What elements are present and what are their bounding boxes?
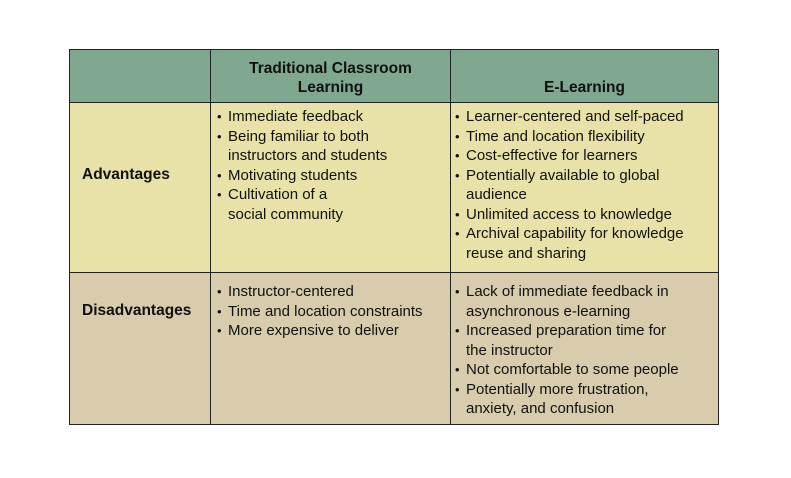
bullet-icon: • [217, 303, 222, 319]
list-item-line: Cultivation of a [228, 186, 328, 203]
list-item-line: Lack of immediate feedback in [466, 283, 669, 300]
bullet-icon: • [455, 128, 460, 144]
list-item-line: asynchronous e-learning [466, 302, 631, 320]
list-item [451, 380, 679, 419]
bullet-icon: • [455, 109, 460, 124]
list-item-line: Unlimited access to knowledge [466, 205, 672, 223]
bullet-icon: • [217, 167, 222, 183]
list-item-line: reuse and sharing [466, 244, 587, 262]
header-divider [70, 102, 718, 103]
bullet-icon: • [455, 381, 460, 397]
list-item [451, 127, 684, 147]
bullet-icon: • [217, 284, 222, 299]
list-item-line: Time and location constraints [228, 302, 423, 320]
bullet-icon: • [455, 323, 460, 338]
list-item-line: Being familiar to both [228, 127, 369, 145]
column-divider-1 [210, 50, 211, 424]
list-item [213, 127, 387, 166]
bullet-icon: • [455, 167, 460, 183]
bullet-icon: • [217, 128, 222, 144]
header-traditional [211, 59, 450, 97]
list-item [451, 205, 684, 225]
list-item-line: Immediate feedback [228, 108, 364, 125]
list-item [213, 282, 423, 302]
bullet-icon: • [217, 323, 222, 338]
advantages-elearning-list [451, 107, 684, 263]
row-label-disadvantages: Disadvantages [82, 302, 192, 319]
list-item-line: Potentially available to global [466, 166, 660, 184]
bullet-icon: • [217, 109, 222, 124]
list-item-line: Learner-centered and self-paced [466, 108, 684, 125]
list-item [451, 166, 684, 205]
list-item [213, 166, 387, 186]
list-item-line: Increased preparation time for [466, 322, 667, 339]
disadvantages-traditional-list [213, 282, 423, 341]
list-item [213, 107, 387, 127]
row-divider [70, 272, 718, 273]
comparison-table [69, 49, 719, 425]
list-item [451, 224, 684, 263]
row-label-advantages: Advantages [82, 166, 170, 183]
list-item [451, 146, 684, 166]
list-item [213, 302, 423, 322]
list-item-line: Instructor-centered [228, 283, 354, 300]
advantages-traditional-list [213, 107, 387, 224]
list-item-line: the instructor [466, 341, 553, 359]
header-elearning: E-Learning [544, 79, 625, 96]
list-item-line: instructors and students [228, 147, 388, 164]
list-item [451, 282, 679, 321]
list-item [451, 107, 684, 127]
list-item [213, 185, 387, 224]
bullet-icon: • [455, 284, 460, 299]
list-item-line: social community [228, 205, 344, 223]
list-item [451, 321, 679, 360]
list-item-line: audience [466, 186, 527, 203]
bullet-icon: • [217, 187, 222, 202]
list-item-line: Archival capability for knowledge [466, 225, 684, 242]
header-traditional-line2: Learning [297, 79, 364, 96]
list-item-line: Not comfortable to some people [466, 361, 679, 378]
list-item-line: More expensive to deliver [228, 322, 399, 339]
list-item [451, 360, 679, 380]
bullet-icon: • [455, 362, 460, 377]
list-item-line: anxiety, and confusion [466, 400, 615, 417]
list-item-line: Motivating students [228, 166, 358, 184]
list-item [213, 321, 423, 341]
bullet-icon: • [455, 226, 460, 241]
list-item-line: Time and location flexibility [466, 127, 645, 145]
list-item-line: Cost-effective for learners [466, 147, 638, 164]
header-traditional-line1: Traditional Classroom [249, 60, 412, 77]
list-item-line: Potentially more frustration, [466, 380, 649, 398]
disadvantages-elearning-list [451, 282, 679, 419]
bullet-icon: • [455, 148, 460, 163]
bullet-icon: • [455, 206, 460, 222]
